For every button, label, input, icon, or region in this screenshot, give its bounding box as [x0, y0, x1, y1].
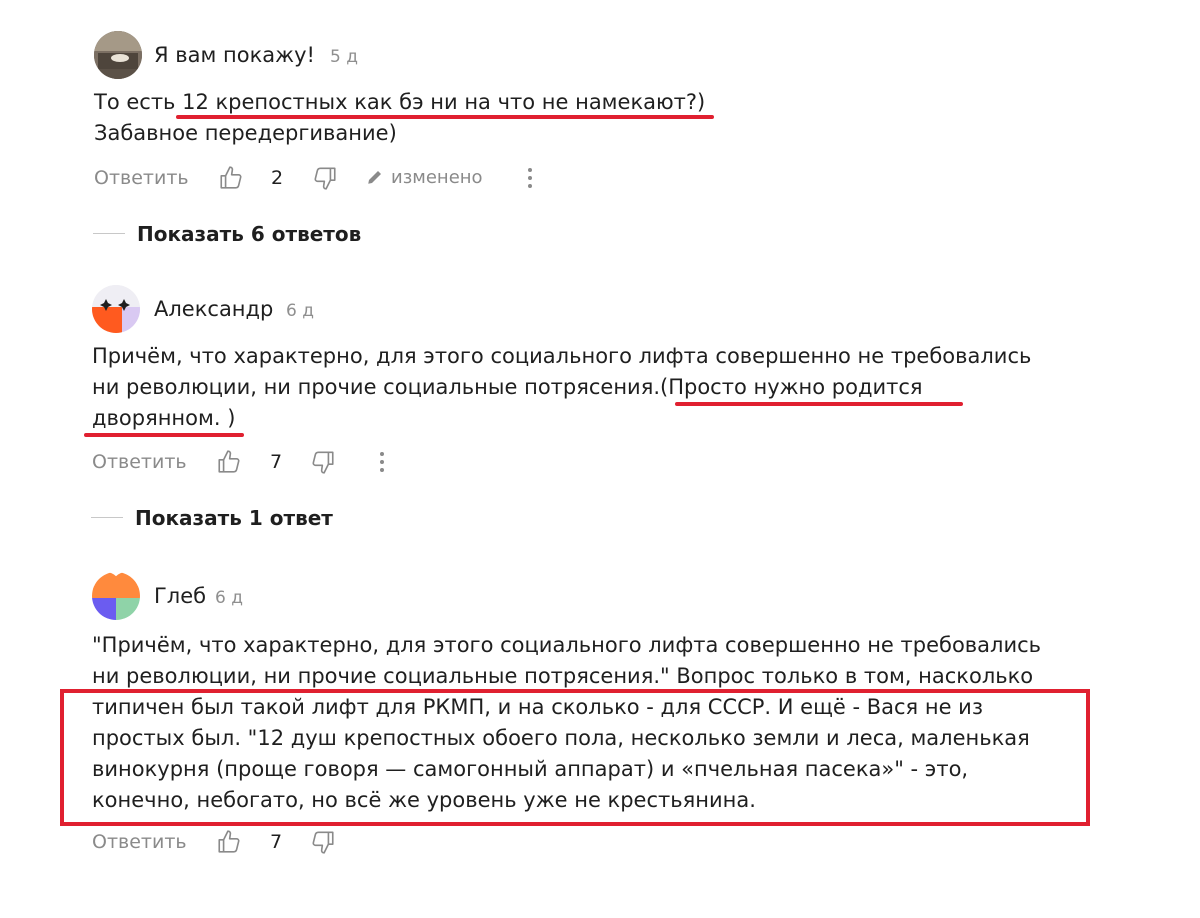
- comment-text-line: ни революции, ни прочие социальные потрясения." Вопрос только в том, насколько: [92, 664, 1034, 688]
- thumbs-down-icon: [310, 449, 336, 475]
- comment-text-line: Причём, что характерно, для этого социального лифта совершенно не требовались: [92, 344, 1032, 368]
- highlight-underline: [84, 433, 244, 437]
- show-replies-button[interactable]: Показать 1 ответ: [135, 506, 333, 530]
- thumbs-up-icon: [216, 829, 242, 855]
- comment-text-line: "Причём, что характерно, для этого социального лифта совершенно не требовались: [92, 633, 1042, 657]
- comment-text-line: Забавное передергивание): [94, 121, 397, 145]
- comment-text-line: простых был. "12 душ крепостных обоего пола, несколько земли и леса, маленькая: [92, 726, 1030, 750]
- comment-text-line: типичен был такой лифт для РКМП, и на сколько - для СССР. И ещё - Вася не из: [92, 695, 983, 719]
- like-button[interactable]: [216, 829, 242, 855]
- highlight-box: [60, 689, 1090, 826]
- thumbs-up-icon: [216, 449, 242, 475]
- author-name[interactable]: Я вам покажу!: [154, 43, 315, 67]
- comment-text-line: То есть 12 крепостных как бэ ни на что не намекают?): [94, 90, 706, 114]
- more-dots-icon: [520, 165, 540, 191]
- reply-button[interactable]: Ответить: [92, 831, 187, 853]
- like-count: 7: [270, 831, 283, 853]
- highlight-underline: [675, 402, 963, 406]
- author-name[interactable]: Александр: [154, 297, 274, 321]
- generated-avatar-icon: [92, 285, 140, 333]
- pencil-icon: [366, 168, 384, 186]
- comment-age[interactable]: 6 д: [286, 301, 314, 321]
- like-button[interactable]: [216, 449, 242, 475]
- thumbs-up-icon: [218, 165, 244, 191]
- comment-text-line: ни революции, ни прочие социальные потрясения.(Просто нужно родится: [92, 375, 923, 399]
- comment-age[interactable]: 6 д: [215, 588, 243, 608]
- avatar[interactable]: [94, 31, 142, 79]
- dislike-button[interactable]: [312, 165, 338, 191]
- edited-label: изменено: [391, 167, 483, 188]
- comment-age[interactable]: 5 д: [330, 47, 358, 67]
- thread-line: [91, 517, 123, 518]
- thumbs-down-icon: [310, 829, 336, 855]
- comment-text-line: винокурня (проще говоря — самогонный аппарат) и «пчельная пасека»" - это,: [92, 757, 969, 781]
- reply-button[interactable]: Ответить: [92, 451, 187, 473]
- generated-avatar-icon: [92, 572, 140, 620]
- show-replies-button[interactable]: Показать 6 ответов: [137, 222, 362, 246]
- avatar[interactable]: [92, 285, 140, 333]
- more-menu-button[interactable]: [520, 165, 540, 191]
- like-button[interactable]: [218, 165, 244, 191]
- author-name[interactable]: Глеб: [154, 584, 207, 608]
- highlight-underline: [176, 115, 714, 119]
- comment-text-line: дворянном. ): [92, 406, 236, 430]
- thread-line: [93, 233, 125, 234]
- avatar[interactable]: [92, 572, 140, 620]
- photo-avatar-icon: [94, 31, 142, 79]
- reply-button[interactable]: Ответить: [94, 167, 189, 189]
- more-menu-button[interactable]: [372, 449, 392, 475]
- like-count: 7: [270, 451, 283, 473]
- like-count: 2: [271, 167, 284, 189]
- more-dots-icon: [372, 449, 392, 475]
- thumbs-down-icon: [312, 165, 338, 191]
- comment-text-line: конечно, небогато, но всё же уровень уже не крестьянина.: [92, 788, 756, 812]
- dislike-button[interactable]: [310, 449, 336, 475]
- dislike-button[interactable]: [310, 829, 336, 855]
